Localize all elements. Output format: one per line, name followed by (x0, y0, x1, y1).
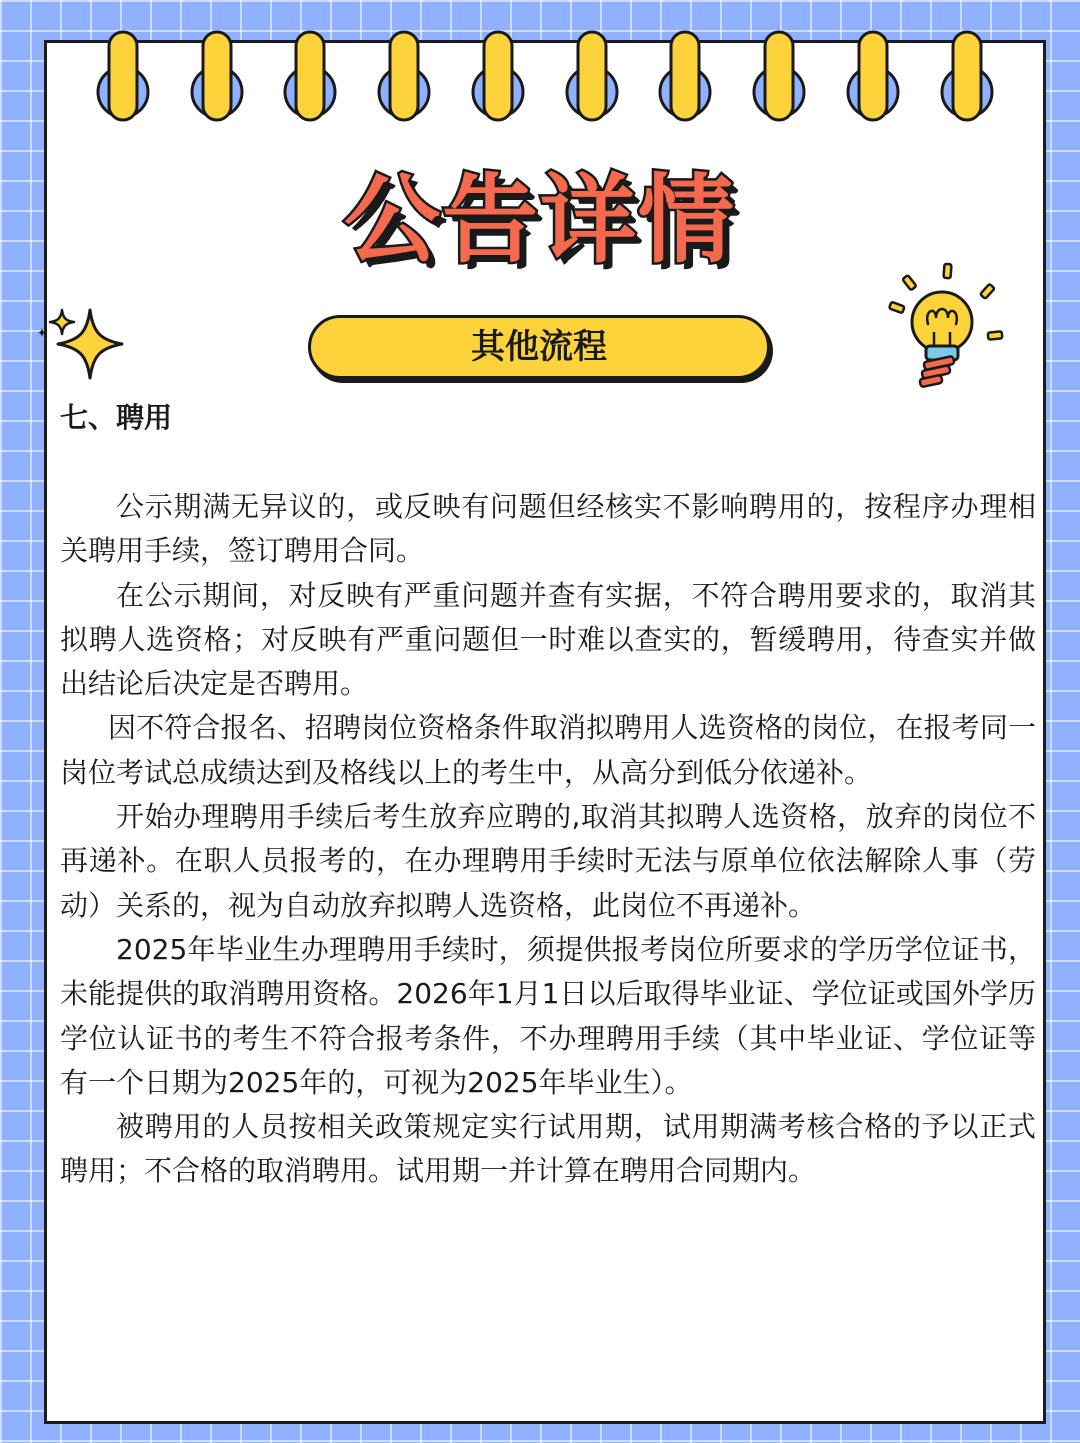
paragraph: 被聘用的人员按相关政策规定实行试用期，试用期满考核合格的予以正式聘用；不合格的取消聘用。试用期一并计算在聘用合同期内。 (60, 1110, 1036, 1188)
paragraph: 因不符合报名、招聘岗位资格条件取消拟聘用人选资格的岗位，在报考同一岗位考试总成绩达到及格线以上的考生中，从高分到低分依递补。 (60, 711, 1036, 789)
binder-ring (561, 30, 623, 126)
binder-ring (467, 30, 529, 126)
binder-ring (936, 30, 998, 126)
binder-ring (654, 30, 716, 126)
paragraph: 在公示期间，对反映有严重问题并查有实据，不符合聘用要求的，取消其拟聘人选资格；对反映有严重问题但一时难以查实的，暂缓聘用，待查实并做出结论后决定是否聘用。 (60, 578, 1036, 701)
binder-ring (92, 30, 154, 126)
lightbulb-icon (884, 262, 1004, 396)
paragraph: 公示期满无异议的，或反映有问题但经核实不影响聘用的，按程序办理相关聘用手续，签订聘用合同。 (60, 490, 1036, 568)
announcement-body (60, 485, 1036, 1194)
section-pill: 其他流程 (308, 315, 770, 379)
binder-ring (373, 30, 435, 126)
section-heading: 七、聘用 (60, 401, 173, 434)
binder-ring (186, 30, 248, 126)
binder-ring (842, 30, 904, 126)
binder-ring (279, 30, 341, 126)
paragraph: 开始办理聘用手续后考生放弃应聘的,取消其拟聘人选资格，放弃的岗位不再递补。在职人员报考的，在办理聘用手续时无法与原单位依法解除人事（劳动）关系的，视为自动放弃拟聘人选资格，此岗位不再递补。 (60, 800, 1036, 922)
page-title: 公告详情 (344, 164, 736, 276)
paragraph: 2025年毕业生办理聘用手续时，须提供报考岗位所要求的学历学位证书，未能提供的取消聘用资格。2026年1月1日以后取得毕业证、学位证或国外学历学位认证书的考生不符合报考条件，不办理聘用手续（其中毕业证、学位证等有一个日期为2025年的，可视为2025年毕业生）。 (60, 932, 1036, 1099)
sparkle-icon (34, 306, 130, 390)
binder-ring (748, 30, 810, 126)
